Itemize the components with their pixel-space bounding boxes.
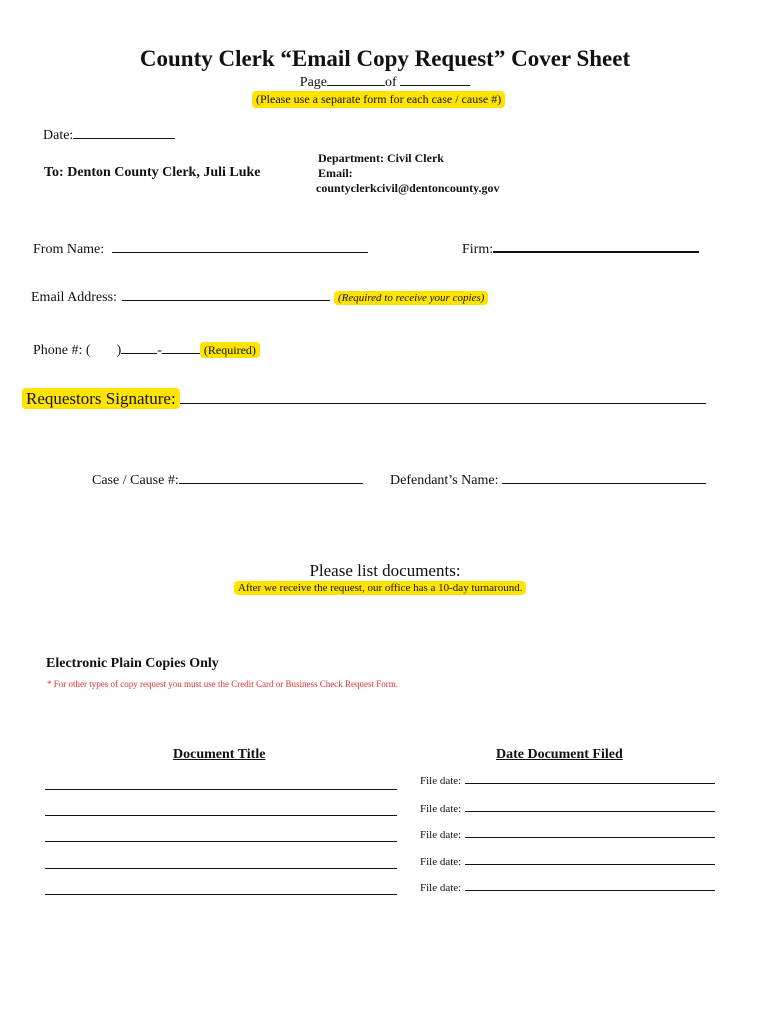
email-address-label: Email Address: (31, 290, 117, 305)
firm-label: Firm: (462, 242, 494, 257)
email-required-note: (Required to receive your copies) (334, 291, 488, 305)
page-number-field[interactable] (327, 85, 385, 86)
case-row (92, 473, 363, 489)
defendant-field[interactable] (502, 483, 706, 484)
firm-field[interactable] (493, 251, 699, 253)
file-date-row-1 (420, 775, 715, 787)
file-date-row-4 (420, 856, 715, 868)
turnaround-note: After we receive the request, our office has a 10-day turnaround. (234, 581, 526, 595)
document-title-header: Document Title (173, 747, 266, 762)
phone-row (33, 343, 260, 359)
file-date-field-4[interactable] (465, 864, 715, 865)
date-row (43, 128, 175, 144)
date-filed-header: Date Document Filed (496, 747, 623, 762)
firm-row (462, 242, 699, 258)
file-date-label: File date: (420, 775, 462, 787)
to-line: To: Denton County Clerk, Juli Luke (44, 165, 261, 180)
file-date-label: File date: (420, 829, 462, 841)
file-date-row-2 (420, 803, 715, 815)
file-date-field-3[interactable] (465, 837, 715, 838)
document-title-field-5[interactable] (45, 894, 397, 895)
date-field[interactable] (73, 138, 175, 139)
file-date-label: File date: (420, 882, 462, 894)
page-title: County Clerk “Email Copy Request” Cover Sheet (139, 46, 631, 71)
signature-label: Requestors Signature: (22, 388, 180, 409)
phone-area-code-field[interactable] (91, 353, 117, 354)
electronic-heading: Electronic Plain Copies Only (46, 656, 219, 671)
file-date-row-3 (420, 829, 715, 841)
file-date-field-1[interactable] (465, 783, 715, 784)
from-name-label: From Name: (33, 242, 105, 257)
phone-prefix-field[interactable] (121, 353, 157, 354)
phone-line-field[interactable] (162, 353, 200, 354)
documents-heading: Please list documents: (309, 561, 461, 580)
document-title-field-1[interactable] (45, 789, 397, 790)
defendant-row (390, 473, 706, 489)
phone-dash: - (157, 343, 162, 358)
phone-label: Phone #: ( (33, 343, 91, 358)
separate-form-note: (Please use a separate form for each case / cause #) (252, 91, 505, 108)
file-date-row-5 (420, 882, 715, 894)
phone-required-note: (Required) (200, 342, 260, 358)
from-name-field[interactable] (112, 252, 368, 253)
signature-field[interactable] (180, 403, 706, 404)
document-title-field-3[interactable] (45, 841, 397, 842)
document-title-field-2[interactable] (45, 815, 397, 816)
case-label: Case / Cause #: (92, 473, 179, 488)
date-label: Date: (43, 128, 74, 143)
email-address-field[interactable] (122, 300, 330, 301)
file-date-field-5[interactable] (465, 890, 715, 891)
page-total-field[interactable] (400, 85, 470, 86)
from-name-row (33, 242, 368, 258)
other-types-note: * For other types of copy request you must use the Credit Card or Business Check Request Form. (47, 679, 398, 689)
file-date-label: File date: (420, 856, 462, 868)
phone-paren: ) (116, 343, 122, 358)
page-label: Page (299, 75, 328, 90)
document-title-field-4[interactable] (45, 868, 397, 869)
page-number-row (0, 75, 770, 91)
defendant-label: Defendant’s Name: (390, 473, 499, 488)
department-line: Department: Civil Clerk (318, 151, 444, 165)
email-address-row (31, 290, 488, 306)
department-email: countyclerkcivil@dentoncounty.gov (316, 181, 500, 195)
case-field[interactable] (179, 483, 363, 484)
file-date-label: File date: (420, 803, 462, 815)
of-label: of (385, 75, 397, 90)
signature-row (22, 389, 706, 409)
file-date-field-2[interactable] (465, 811, 715, 812)
department-email-label: Email: (318, 166, 353, 180)
